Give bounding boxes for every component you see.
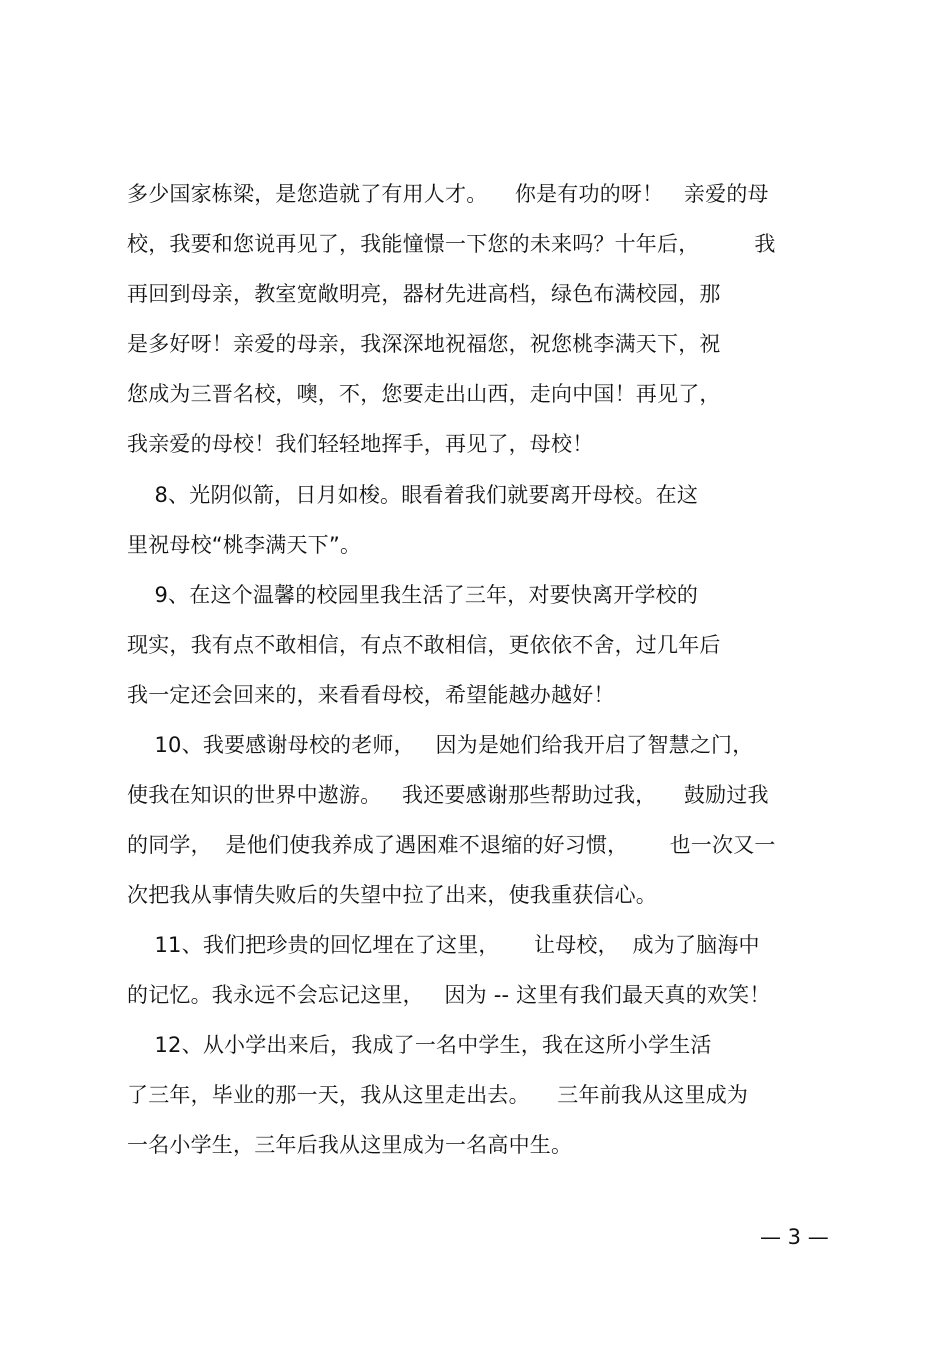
text-line: 现实，我有点不敢相信，有点不敢相信，更依依不舍，过几年后 bbox=[127, 633, 721, 657]
text-line: 一名小学生，三年后我从这里成为一名高中生。 bbox=[127, 1133, 573, 1157]
text-line: 使我在知识的世界中遨游。 我还要感谢那些帮助过我， 鼓励过我 bbox=[127, 783, 769, 807]
text-line: 11、我们把珍贵的回忆埋在了这里， 让母校， 成为了脑海中 bbox=[127, 933, 760, 957]
text-line: 的记忆。我永远不会忘记这里， 因为 -- 这里有我们最天真的欢笑！ bbox=[127, 983, 771, 1007]
text-line: 多少国家栋梁，是您造就了有用人才。 你是有功的呀！ 亲爱的母 bbox=[127, 182, 769, 206]
text-line: 的同学， 是他们使我养成了遇困难不退缩的好习惯， 也一次又一 bbox=[127, 833, 776, 857]
text-line: 校，我要和您说再见了，我能憧憬一下您的未来吗？十年后， 我 bbox=[127, 232, 776, 256]
text-line: 次把我从事情失败后的失望中拉了出来，使我重获信心。 bbox=[127, 883, 657, 907]
text-line: 12、从小学出来后，我成了一名中学生，我在这所小学生活 bbox=[127, 1033, 712, 1057]
text-line: 8、光阴似箭，日月如梭。眼看着我们就要离开母校。在这 bbox=[127, 483, 699, 507]
page-number: — 3 — bbox=[760, 1225, 829, 1249]
text-line: 了三年，毕业的那一天，我从这里走出去。 三年前我从这里成为 bbox=[127, 1083, 749, 1107]
text-line: 9、在这个温馨的校园里我生活了三年，对要快离开学校的 bbox=[127, 583, 699, 607]
text-line: 再回到母亲，教室宽敞明亮，器材先进高档，绿色布满校园，那 bbox=[127, 282, 721, 306]
text-line: 10、我要感谢母校的老师， 因为是她们给我开启了智慧之门， bbox=[127, 733, 754, 757]
text-line: 您成为三晋名校，噢，不，您要走出山西，走向中国！再见了， bbox=[127, 382, 721, 406]
text-line: 里祝母校“桃李满天下”。 bbox=[127, 533, 362, 557]
text-line: 我亲爱的母校！我们轻轻地挥手，再见了，母校！ bbox=[127, 432, 594, 456]
text-line: 我一定还会回来的，来看看母校，希望能越办越好！ bbox=[127, 683, 615, 707]
text-line: 是多好呀！亲爱的母亲，我深深地祝福您，祝您桃李满天下，祝 bbox=[127, 332, 721, 356]
